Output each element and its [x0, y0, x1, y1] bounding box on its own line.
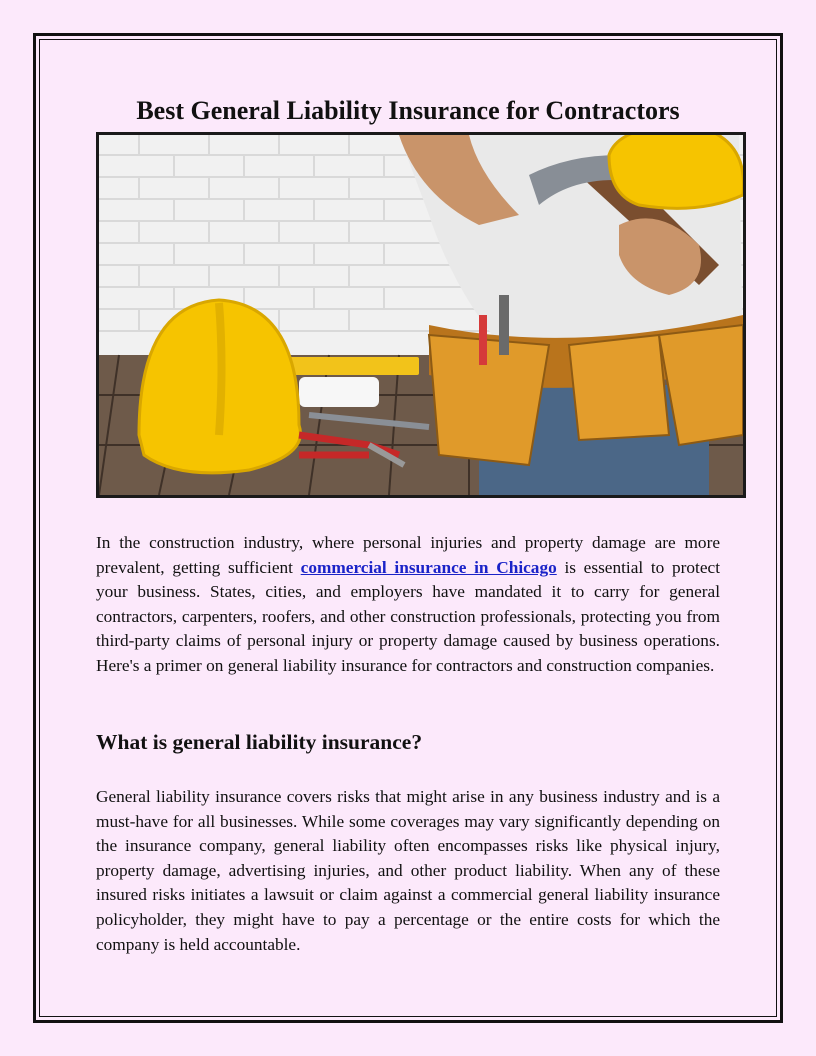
- tool-pouch-left: [429, 335, 549, 465]
- hard-hat-held: [609, 135, 743, 208]
- page-title: Best General Liability Insurance for Contractors: [136, 96, 680, 125]
- commercial-insurance-link[interactable]: commercial insurance in Chicago: [300, 557, 557, 577]
- screwdriver: [499, 295, 509, 355]
- hero-image: [96, 132, 746, 498]
- level-tool: [279, 357, 419, 375]
- intro-paragraph: [96, 531, 720, 679]
- white-block: [299, 377, 379, 407]
- contractor-tools-illustration: [99, 135, 743, 495]
- section-body-paragraph: General liability insurance covers risks that might arise in any business industry and is a must-have for all businesses. While some coverages may vary significantly depending on the insurance company, general liability often encompasses risks like physical injury, property damage, advertising injuries, and other product liability. When any of these insured risks initiates a lawsuit or claim against a commercial general liability insurance policyholder, they might have to pay a percentage or the entire costs for which the company is held accountable.: [96, 787, 720, 954]
- section-heading: What is general liability insurance?: [96, 730, 423, 754]
- intro-text-before-link: In the construction industry, where personal injuries and property damage are more prevalent, getting sufficient: [96, 533, 720, 577]
- tool-pouch-mid: [569, 335, 669, 440]
- intro-text-after-link: is essential to protect your business. States, cities, and employers have mandated it to carry for general contractors, carpenters, roofers, and other construction professionals, protecting you from third-party claims of personal injury or property damage caused by business operations. Here's a primer on general liability insurance for contractors and construction companies.: [96, 557, 720, 675]
